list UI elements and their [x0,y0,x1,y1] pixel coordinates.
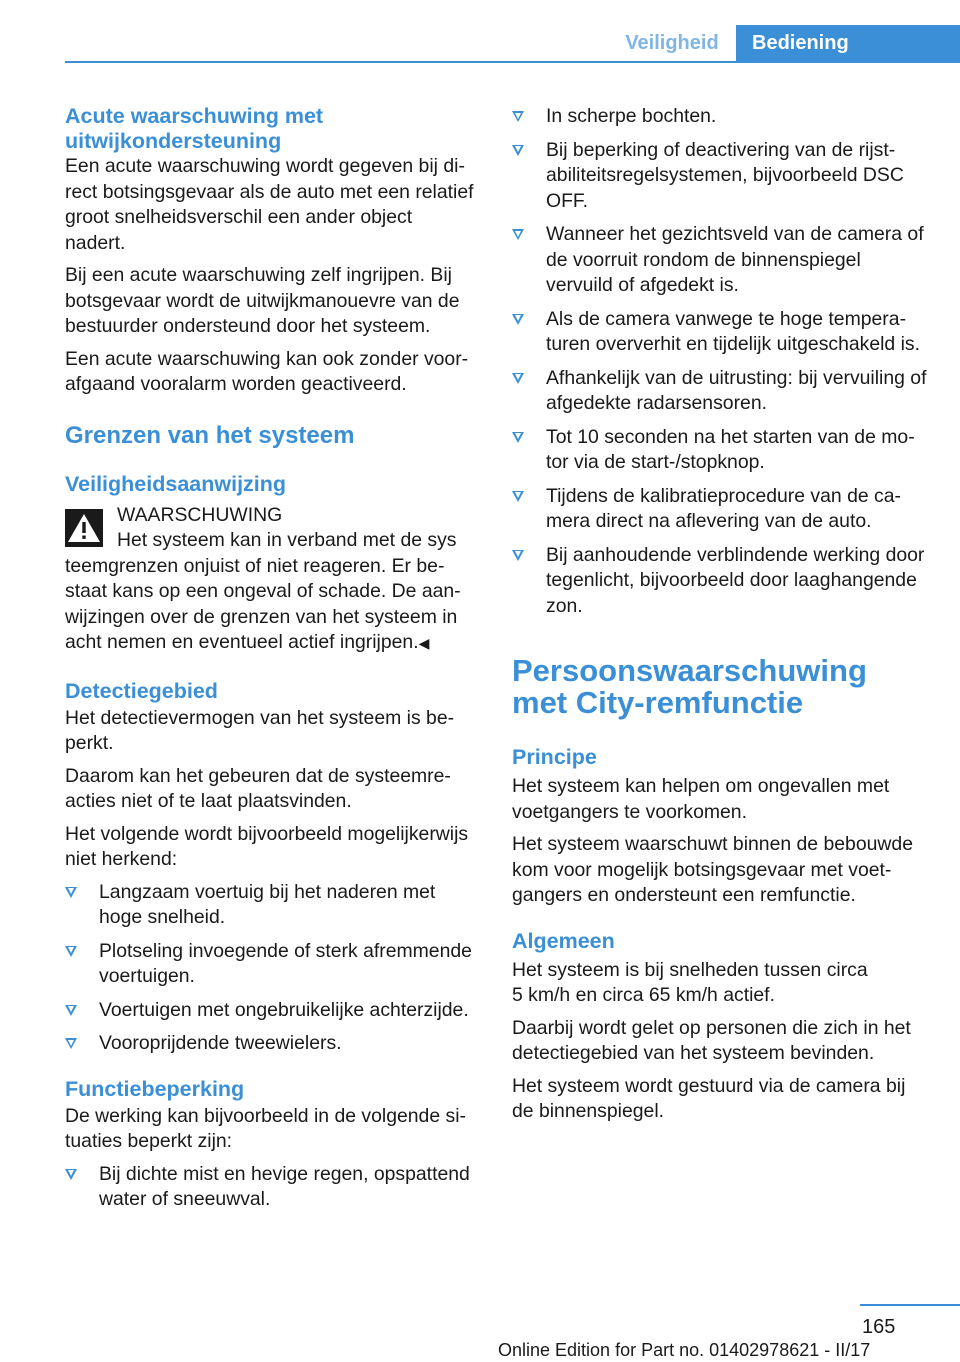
paragraph: Het systeem kan helpen om ongevallen met voetgangers te voorkomen. [512,775,890,823]
detection-list [65,880,477,1057]
list-item: Als de camera vanwege te hoge temperaturen oververhit en tijdelijk uitgeschakeld is. [512,307,930,358]
paragraph: Daarbij wordt gelet op personen die zich in het detectiegebied van het systeem bevinden. [512,1016,911,1064]
paragraph: Het systeem waarschuwt binnen de bebouwde kom voor mogelijk botsingsgevaar met voetgangers en ondersteunt een remfunctie. [512,833,913,906]
limitation-list [65,1162,477,1213]
bullet-triangle-icon [65,1005,77,1016]
list-item: In scherpe bochten. [512,104,930,130]
list-item: Tijdens de kalibratieprocedure van de camera direct na aflevering van de auto. [512,484,930,535]
bullet-triangle-icon [65,946,77,957]
list-item: Bij aanhoudende verblindende werking door tegenlicht, bijvoorbeeld door laaghangende zon. [512,543,930,620]
bullet-triangle-icon [65,1169,77,1180]
limitation-list-continued [512,104,930,619]
bullet-triangle-icon [512,145,524,156]
end-marker-icon: ◀ [418,635,430,651]
header-rule [65,61,960,63]
bullet-triangle-icon [512,432,524,443]
heading-algemeen: Algemeen [512,928,615,953]
heading-functiebeperking: Functiebeperking [65,1076,245,1101]
paragraph: Het detectievermogen van het systeem is beperkt. [65,706,455,754]
chapter-tab-bediening[interactable]: Bediening [736,25,960,61]
right-column [512,104,930,1132]
paragraph: Daarom kan het gebeuren dat de systeemreacties niet of te laat plaatsvinden. [65,764,451,812]
bullet-triangle-icon [512,491,524,502]
paragraph: De werking kan bijvoorbeeld in de volgende situaties beperkt zijn: [65,1104,466,1152]
heading-veiligheidsaanwijzing: Veiligheidsaanwijzing [65,471,287,496]
bullet-triangle-icon [65,1038,77,1049]
page-number: 165 [862,1316,896,1338]
bullet-triangle-icon [512,111,524,122]
paragraph: Het systeem wordt gestuurd via de camera bij de binnenspiegel. [512,1074,906,1122]
left-column [65,104,477,1221]
paragraph: Het volgende wordt bijvoorbeeld mogelijkerwijs niet herkend: [65,822,469,870]
paragraph: Een acute waarschuwing kan ook zonder voorafgaand vooralarm worden geactiveerd. [65,347,469,395]
warning-block [65,503,477,657]
heading-persoonswaarschuwing: Persoonswaarschuwing met City-remfunctie [512,653,867,720]
heading-acute-waarschuwing: Acute waarschuwing met uitwijkondersteuning [65,104,324,153]
bullet-triangle-icon [512,373,524,384]
paragraph: Bij een acute waarschuwing zelf ingrijpen. Bij botsgevaar wordt de uitwijkmanouevre van de bestuurder ondersteund door het systeem. [65,264,460,337]
list-item: Wanneer het gezichtsveld van de camera of de voorruit rondom de binnenspiegel vervuild of afgedekt is. [512,222,930,299]
paragraph: Een acute waarschuwing wordt gegeven bij direct botsingsgevaar als de auto met een relatief groot snelheidsverschil een ander object nadert. [65,155,474,254]
list-item: Bij beperking of deactivering van de rijstabiliteitsregelsystemen, bijvoorbeeld DSC OFF. [512,138,930,215]
list-item: Tot 10 seconden na het starten van de motor via de start-/stopknop. [512,425,930,476]
footer-rule [860,1304,960,1306]
bullet-triangle-icon [512,229,524,240]
section-tab-veiligheid[interactable]: Veiligheid [625,32,719,54]
paragraph: Het systeem is bij snelheden tussen circa 5 km/h en circa 65 km/h actief. [512,958,868,1006]
list-item: Vooroprijdende tweewielers. [65,1031,477,1057]
list-item: Afhankelijk van de uitrusting: bij vervuiling of afgedekte radarsensoren. [512,366,930,417]
list-item: Bij dichte mist en hevige regen, opspattend water of sneeuwval. [65,1162,477,1213]
bullet-triangle-icon [65,887,77,898]
bullet-triangle-icon [512,550,524,561]
heading-grenzen: Grenzen van het systeem [65,421,355,449]
list-item: Plotseling invoegende of sterk afremmende voertuigen. [65,939,477,990]
edition-note: Online Edition for Part no. 01402978621 - II/17 [498,1340,871,1360]
heading-detectiegebied: Detectiegebied [65,678,218,703]
bullet-triangle-icon [512,314,524,325]
warning-text: teemgrenzen onjuist of niet reageren. Er bestaat kans op een ongeval of schade. De aanwijzingen over de grenzen van het systeem in acht nemen en eventueel actief ingrijpen.◀ [65,554,461,653]
warning-title: WAARSCHUWING [117,503,283,526]
heading-principe: Principe [512,745,597,769]
warning-text-first-line: Het systeem kan in verband met de sys [117,529,457,551]
warning-triangle-icon [65,509,103,547]
list-item: Voertuigen met ongebruikelijke achterzijde. [65,998,477,1024]
list-item: Langzaam voertuig bij het naderen met hoge snelheid. [65,880,477,931]
